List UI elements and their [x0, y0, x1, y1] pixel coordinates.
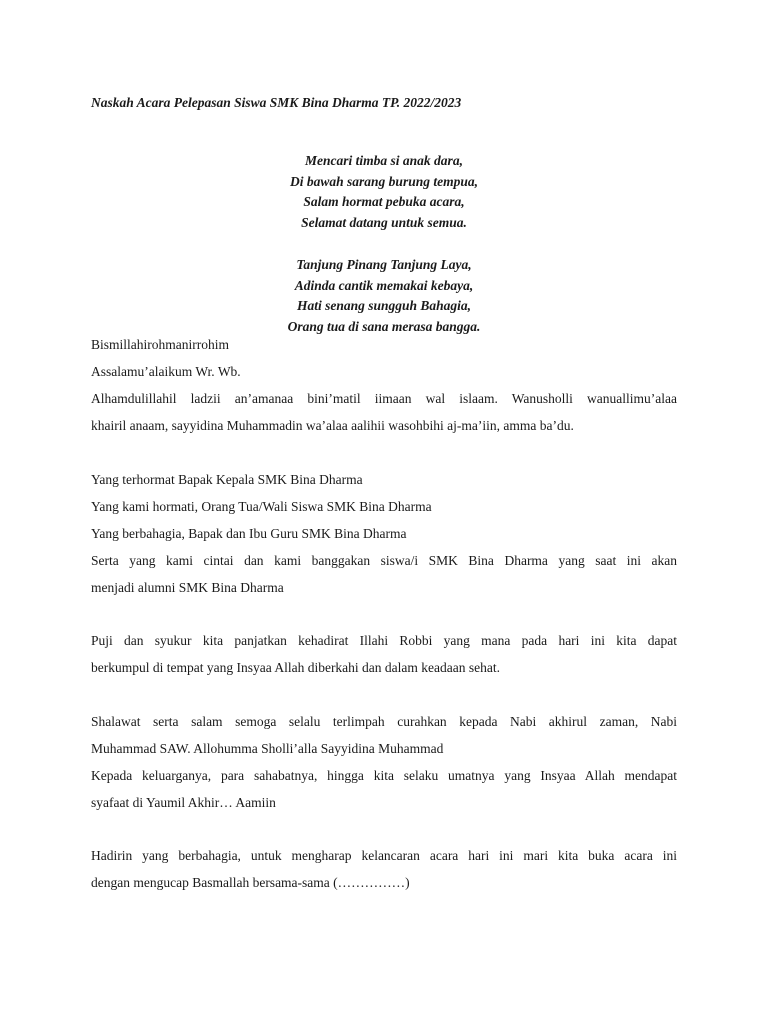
puji-syukur-paragraph	[91, 627, 677, 681]
paragraph-line: syafaat di Yaumil Akhir… Aamiin	[91, 795, 276, 810]
paragraph-line: Shalawat serta salam semoga selalu terlimpah curahkan kepada Nabi akhirul zaman, Nabi	[91, 714, 677, 729]
pantun-line: Mencari timba si anak dara,	[305, 153, 463, 168]
paragraph-line: Puji dan syukur kita panjatkan kehadirat Illahi Robbi yang mana pada hari ini kita dapat	[91, 633, 677, 648]
greeting-siswa-paragraph	[91, 547, 677, 601]
pantun-line: Orang tua di sana merasa bangga.	[287, 319, 481, 335]
pantun-line: Adinda cantik memakai kebaya,	[294, 277, 474, 293]
greeting-kepala-sekolah: Yang terhormat Bapak Kepala SMK Bina Dharma	[91, 472, 363, 487]
paragraph-line: khairil anaam, sayyidina Muhammadin wa’alaa aalihii wasohbihi aj-ma’iin, amma ba’du.	[91, 418, 574, 433]
pantun-line: Di bawah sarang burung tempua,	[290, 173, 478, 189]
pantun-opening	[91, 151, 677, 234]
salam-line: Assalamu’alaikum Wr. Wb.	[91, 364, 241, 379]
paragraph-line: Kepada keluarganya, para sahabatnya, hingga kita selaku umatnya yang Insyaa Allah mendapat	[91, 768, 677, 783]
paragraph-line: dengan mengucap Basmallah bersama-sama (……………)	[91, 875, 410, 890]
greeting-orang-tua: Yang kami hormati, Orang Tua/Wali Siswa SMK Bina Dharma	[91, 499, 432, 514]
paragraph-line: berkumpul di tempat yang Insyaa Allah diberkahi dan dalam keadaan sehat.	[91, 660, 500, 675]
bismillah-line: Bismillahirohmanirrohim	[91, 337, 229, 352]
paragraph-line: Serta yang kami cintai dan kami banggakan siswa/i SMK Bina Dharma yang saat ini akan	[91, 553, 677, 568]
alhamdulillah-paragraph	[91, 385, 677, 439]
pantun-line: Salam hormat pebuka acara,	[303, 194, 465, 210]
paragraph-line: Muhammad SAW. Allohumma Sholli’alla Sayyidina Muhammad	[91, 741, 444, 756]
pantun-second	[91, 255, 677, 338]
paragraph-line: menjadi alumni SMK Bina Dharma	[91, 580, 284, 595]
document-title: Naskah Acara Pelepasan Siswa SMK Bina Dharma TP. 2022/2023	[91, 95, 462, 110]
paragraph-line: Alhamdulillahil ladzii an’amanaa bini’matil iimaan wal islaam. Wanusholli wanuallimu’alaa	[91, 391, 677, 406]
greeting-guru: Yang berbahagia, Bapak dan Ibu Guru SMK Bina Dharma	[91, 526, 407, 541]
basmallah-paragraph	[91, 842, 677, 896]
paragraph-line: Hadirin yang berbahagia, untuk mengharap kelancaran acara hari ini mari kita buka acara ini	[91, 848, 677, 863]
document-page	[91, 0, 677, 1024]
pantun-line: Tanjung Pinang Tanjung Laya,	[296, 257, 472, 272]
shalawat-paragraph	[91, 708, 677, 816]
pantun-line: Hati senang sungguh Bahagia,	[296, 298, 472, 314]
pantun-line: Selamat datang untuk semua.	[301, 215, 467, 231]
